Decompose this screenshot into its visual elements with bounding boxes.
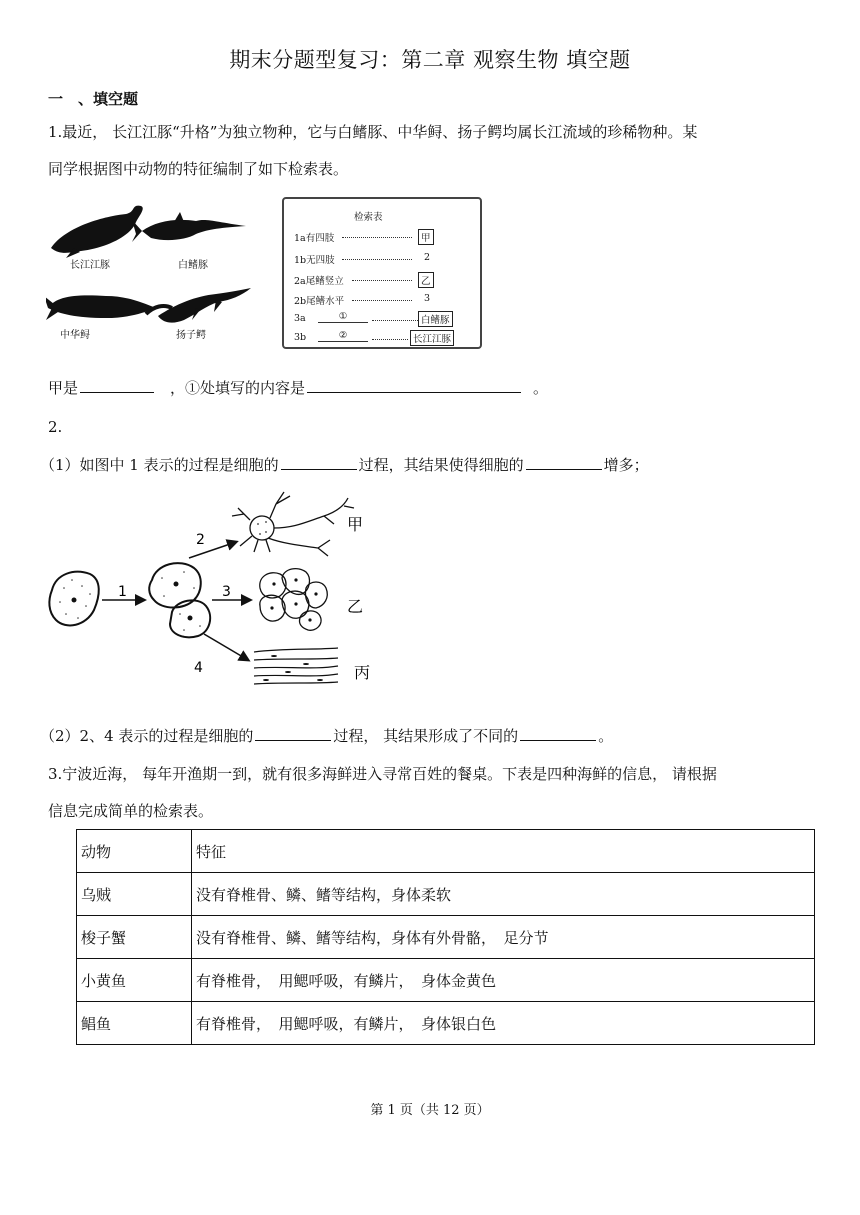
cell-label-yi: 乙 xyxy=(347,597,364,616)
key-leader xyxy=(372,320,418,321)
answer-blank[interactable] xyxy=(526,455,602,470)
cell-label-bing: 丙 xyxy=(354,663,371,682)
arrow-label-1: 1 xyxy=(118,584,127,600)
answer-blank[interactable] xyxy=(281,455,357,470)
key-row-value: 2 xyxy=(424,252,431,263)
q3-line1: 3.宁波近海， 每年开渔期一到，就有很多海鲜进入寻常百姓的餐桌。下表是四种海鲜的信息， 请根据 xyxy=(48,765,717,783)
table-cell-feature: 有脊椎骨， 用鳃呼吸，有鳞片， 身体金黄色 xyxy=(192,959,815,1002)
q2-number: 2. xyxy=(48,418,63,436)
q1-answer-text: 甲是 xyxy=(48,379,79,397)
section-heading: 一 、填空题 xyxy=(48,90,139,108)
arrow-label-4: 4 xyxy=(194,660,203,676)
page-title: 期末分题型复习：第二章 观察生物 填空题 xyxy=(229,48,631,72)
key-row-label: 3a xyxy=(294,313,306,324)
key-row-value: 乙 xyxy=(418,272,434,288)
table-cell-feature: 没有脊椎骨、鳞、鳍等结构，身体有外骨骼， 足分节 xyxy=(192,916,815,959)
q3-line2: 信息完成简单的检索表。 xyxy=(48,802,214,820)
key-leader xyxy=(352,280,412,281)
key-row-label: 1b无四肢 xyxy=(294,255,335,266)
page-footer: 第 1 页（共 12 页） xyxy=(370,1103,490,1118)
key-leader xyxy=(372,339,408,340)
q2-sub2-line xyxy=(40,726,613,746)
arrow-label-2: 2 xyxy=(196,532,205,548)
q2-sub2-text: 。 xyxy=(598,727,614,745)
q2-sub2-text: 过程， 其结果形成了不同的 xyxy=(333,727,519,745)
key-row-value: 甲 xyxy=(418,229,434,245)
key-row-label: 1a有四肢 xyxy=(294,233,335,244)
key-leader xyxy=(342,259,412,260)
key-row-label: 2a尾鳍竖立 xyxy=(294,276,344,287)
cell-differentiation-diagram xyxy=(44,488,384,700)
animal-label-sturgeon: 中华鲟 xyxy=(60,330,90,341)
q2-sub1-text: （1）如图中 1 表示的过程是细胞的 xyxy=(40,456,279,474)
table-row xyxy=(77,916,815,959)
cell-label-jia: 甲 xyxy=(347,515,364,534)
table-header-cell: 动物 xyxy=(77,830,192,873)
key-row-mark: ① xyxy=(318,311,368,323)
q2-sub2-text: （2）2、4 表示的过程是细胞的 xyxy=(40,727,254,745)
key-row-value: 长江江豚 xyxy=(410,330,454,346)
key-leader xyxy=(342,237,412,238)
animal-label-baiji: 白鳍豚 xyxy=(178,260,208,271)
table-row xyxy=(77,959,815,1002)
key-leader xyxy=(352,300,412,301)
table-row xyxy=(77,873,815,916)
table-cell-animal: 鲳鱼 xyxy=(77,1002,192,1045)
cell-diagram-image xyxy=(44,488,384,700)
key-row-mark: ② xyxy=(318,330,368,342)
key-row-value: 3 xyxy=(424,293,431,304)
answer-blank[interactable] xyxy=(255,726,331,741)
table-row xyxy=(77,1002,815,1045)
animal-silhouettes-image xyxy=(46,196,276,346)
key-row-label: 3b xyxy=(294,332,307,343)
table-cell-animal: 乌贼 xyxy=(77,873,192,916)
answer-blank[interactable] xyxy=(307,378,521,393)
q1-line2: 同学根据图中动物的特征编制了如下检索表。 xyxy=(48,160,349,178)
answer-blank[interactable] xyxy=(520,726,596,741)
dichotomous-key-box xyxy=(282,197,482,349)
key-title: 检索表 xyxy=(354,212,383,223)
q2-sub1-line xyxy=(40,455,649,475)
seafood-info-table xyxy=(76,829,815,1045)
q2-sub1-text: 增多； xyxy=(603,456,649,474)
key-row-value: 白鳍豚 xyxy=(418,311,453,327)
animal-silhouettes-figure xyxy=(46,196,276,346)
table-header-cell: 特征 xyxy=(192,830,815,873)
key-row-label: 2b尾鳍水平 xyxy=(294,296,345,307)
q1-answer-end: 。 xyxy=(533,379,549,397)
table-header-row xyxy=(77,830,815,873)
q1-answer-line xyxy=(48,378,548,398)
arrow-label-3: 3 xyxy=(222,584,231,600)
table-cell-feature: 有脊椎骨， 用鳃呼吸，有鳞片， 身体银白色 xyxy=(192,1002,815,1045)
animal-label-porpoise: 长江江豚 xyxy=(70,260,110,271)
q1-line1: 1.最近， 长江江豚“升格”为独立物种，它与白鳍豚、中华鲟、扬子鳄均属长江流域的珍稀物种。某 xyxy=(48,123,698,141)
table-cell-animal: 小黄鱼 xyxy=(77,959,192,1002)
animal-label-alligator: 扬子鳄 xyxy=(176,330,206,341)
q2-sub1-text: 过程，其结果使得细胞的 xyxy=(358,456,524,474)
q1-answer-text: ，①处填写的内容是 xyxy=(170,379,306,397)
answer-blank[interactable] xyxy=(80,378,154,393)
table-cell-animal: 梭子蟹 xyxy=(77,916,192,959)
table-cell-feature: 没有脊椎骨、鳞、鳍等结构，身体柔软 xyxy=(192,873,815,916)
